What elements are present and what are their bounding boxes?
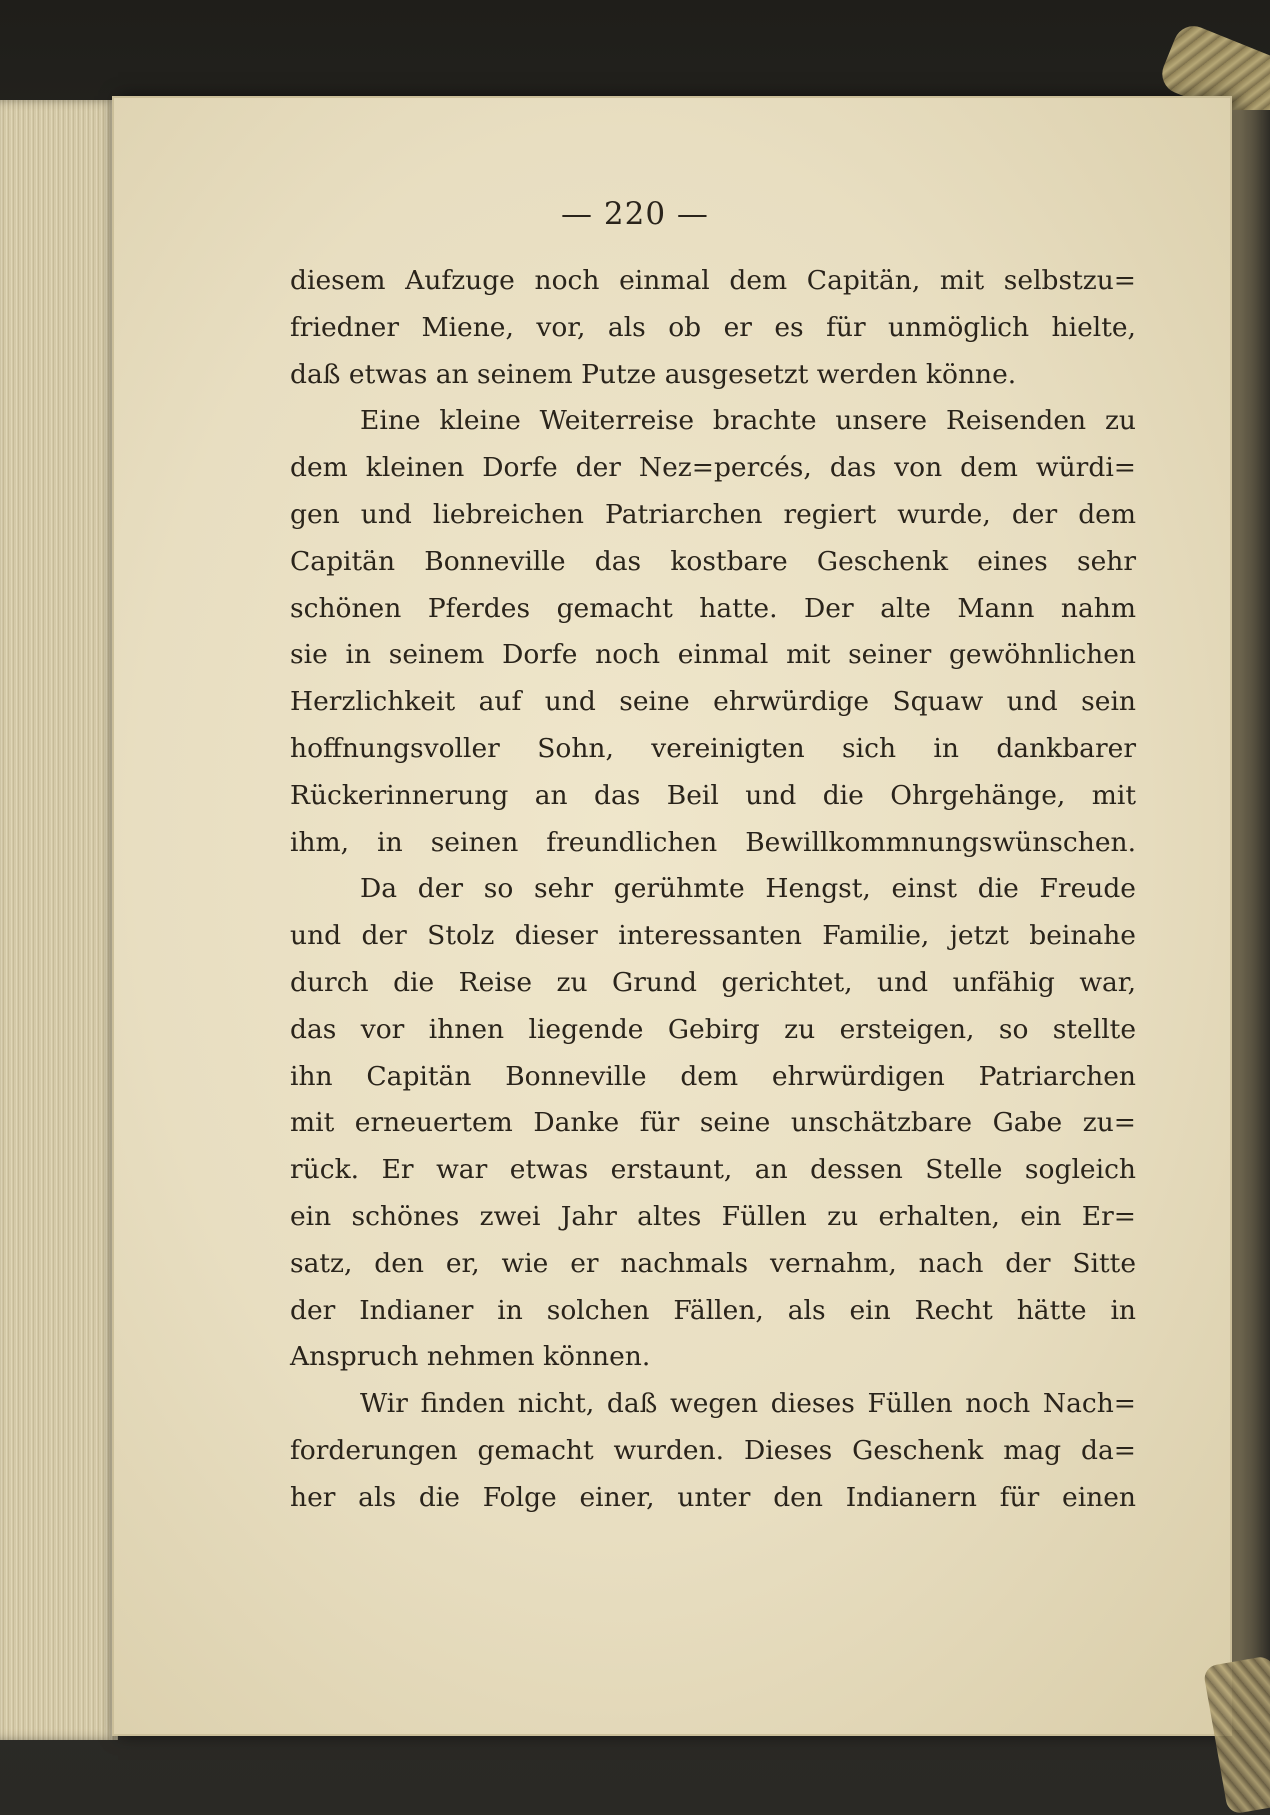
text-line: das vor ihnen liegende Gebirg zu ersteigen, so stellte [290,1013,1136,1045]
text-line: Anspruch nehmen können. [290,1341,651,1373]
text-line: hoffnungsvoller Sohn, vereinigten sich in dankbarer [290,732,1136,764]
text-line: gen und liebreichen Patriarchen regiert wurde, der dem [290,498,1136,530]
text-line: friedner Miene, vor, als ob er es für unmöglich hielte, [290,311,1136,343]
text-line: Capitän Bonneville das kostbare Geschenk eines sehr [290,545,1136,577]
text-line: der Indianer in solchen Fällen, als ein Recht hätte in [290,1294,1136,1326]
text-line: ihm, in seinen freundlichen Bewillkommnungswünschen. [290,826,1136,858]
text-line: Herzlichkeit auf und seine ehrwürdige Squaw und sein [290,686,1136,718]
text-line: daß etwas an seinem Putze ausgesetzt werden könne. [290,358,1017,390]
text-line: ein schönes zwei Jahr altes Füllen zu erhalten, ein Er= [290,1200,1136,1232]
text-line: dem kleinen Dorfe der Nez=percés, das von dem würdi= [290,452,1136,484]
text-line: durch die Reise zu Grund gerichtet, und unfähig war, [290,966,1136,998]
text-line: Wir finden nicht, daß wegen dieses Füllen noch Nach= [360,1388,1136,1420]
text-line: mit erneuertem Danke für seine unschätzbare Gabe zu= [290,1107,1136,1139]
book-gutter-right [1230,110,1270,1730]
text-line: ihn Capitän Bonneville dem ehrwürdigen Patriarchen [290,1060,1136,1092]
text-line: her als die Folge einer, unter den Indianern für einen [290,1481,1136,1513]
text-line: Rückerinnerung an das Beil und die Ohrgehänge, mit [290,779,1136,811]
page-text [290,258,1136,1522]
page-edges-left [0,100,118,1740]
text-line: Eine kleine Weiterreise brachte unsere Reisenden zu [360,405,1136,437]
text-line: und der Stolz dieser interessanten Familie, jetzt beinahe [290,920,1136,952]
text-line: rück. Er war etwas erstaunt, an dessen Stelle sogleich [290,1154,1136,1186]
text-line: Da der so sehr gerühmte Hengst, einst die Freude [360,873,1136,905]
text-line: diesem Aufzuge noch einmal dem Capitän, mit selbstzu= [290,265,1136,296]
text-line: satz, den er, wie er nachmals vernahm, nach der Sitte [290,1247,1136,1279]
text-line: sie in seinem Dorfe noch einmal mit seiner gewöhnlichen [290,639,1136,671]
page-number: — 220 — [561,196,709,232]
text-line: schönen Pferdes gemacht hatte. Der alte Mann nahm [290,592,1136,624]
text-line: forderungen gemacht wurden. Dieses Geschenk mag da= [290,1434,1136,1466]
